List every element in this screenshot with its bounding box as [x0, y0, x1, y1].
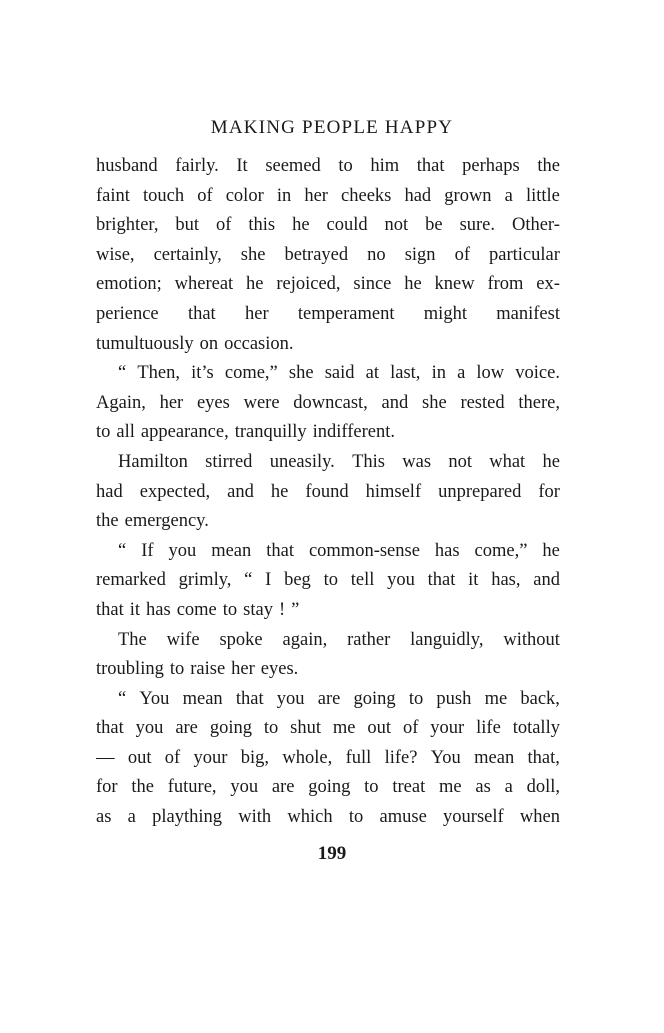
word: you: [276, 688, 305, 709]
word: he: [404, 274, 422, 295]
word: spoke: [219, 629, 263, 650]
word: the: [96, 511, 119, 532]
word: her: [231, 659, 255, 680]
word: expected,: [139, 481, 211, 502]
word: found: [305, 481, 349, 502]
text-line: [96, 182, 560, 212]
word: “: [118, 540, 127, 561]
word: as: [475, 777, 491, 798]
word: when: [519, 807, 560, 828]
word: color: [225, 185, 264, 206]
word: of: [454, 244, 470, 265]
text-line: [96, 803, 560, 833]
word: If: [141, 540, 154, 561]
word: whole,: [282, 747, 333, 768]
word: shut: [290, 718, 321, 739]
word: low: [476, 363, 505, 384]
word: what: [489, 451, 526, 472]
word: me: [332, 718, 356, 739]
word: your: [193, 747, 228, 768]
word: You: [139, 688, 170, 709]
word: life: [476, 718, 501, 739]
word: are: [317, 688, 341, 709]
word: doll,: [526, 777, 560, 798]
word: this: [248, 215, 276, 236]
word: push: [436, 688, 472, 709]
text-line: [96, 626, 560, 656]
word: had: [96, 481, 123, 502]
word: that: [96, 599, 124, 620]
word: was: [402, 451, 432, 472]
body-text: [96, 152, 560, 833]
word: faint: [96, 185, 130, 206]
text-line: [96, 241, 560, 271]
word: future,: [167, 777, 217, 798]
word: again,: [282, 629, 328, 650]
word: fairly.: [175, 156, 219, 176]
word: that,: [527, 747, 560, 768]
word: sure.: [459, 215, 496, 236]
word: out: [127, 747, 152, 768]
word: of: [216, 215, 232, 236]
word: that: [235, 688, 264, 709]
word: —: [96, 747, 115, 768]
word: in: [276, 185, 292, 206]
word: !: [278, 599, 286, 620]
word: back,: [520, 688, 560, 709]
word: rested: [460, 392, 505, 413]
word: it’s: [191, 363, 214, 384]
word: are: [175, 718, 198, 739]
word: I: [265, 570, 272, 591]
word: she: [288, 363, 314, 384]
word: sign: [404, 244, 436, 265]
text-line: [96, 448, 560, 478]
text-line: [96, 773, 560, 803]
word: her: [245, 303, 269, 324]
word: a: [504, 777, 513, 798]
word: wise,: [96, 244, 135, 265]
text-line: [96, 330, 560, 360]
word: “: [118, 688, 127, 709]
word: wife: [166, 629, 200, 650]
word: since: [353, 274, 392, 295]
word: come,”: [224, 363, 278, 384]
word: going: [209, 718, 252, 739]
word: Again,: [96, 392, 146, 413]
word: said: [324, 363, 355, 384]
word: stay: [243, 599, 273, 620]
text-line: [96, 566, 560, 596]
word: for: [96, 777, 118, 798]
word: touch: [143, 185, 185, 206]
word: that: [427, 570, 456, 591]
word: the: [131, 777, 154, 798]
word: Hamilton: [118, 451, 188, 472]
word: to: [96, 422, 111, 443]
word: he: [542, 451, 560, 472]
word: has,: [491, 570, 521, 591]
word: all: [116, 422, 135, 443]
word: rejoiced,: [276, 274, 341, 295]
word: uneasily.: [269, 451, 335, 472]
word: voice.: [515, 363, 560, 384]
word: cheeks: [341, 185, 392, 206]
text-line: [96, 685, 560, 715]
word: to: [169, 659, 185, 680]
word: little: [525, 185, 560, 206]
word: she: [240, 244, 266, 265]
word: for: [538, 481, 560, 502]
word: without: [503, 629, 560, 650]
word: Then,: [137, 363, 180, 384]
word: the: [537, 156, 560, 176]
word: and: [381, 392, 409, 413]
word: totally: [512, 718, 560, 739]
word: as: [96, 807, 112, 828]
word: emotion;: [96, 274, 162, 295]
word: has: [434, 540, 460, 561]
word: mean: [182, 688, 223, 709]
word: and: [227, 481, 254, 502]
text-line: [96, 596, 560, 626]
word: a: [457, 363, 466, 384]
word: The: [118, 629, 147, 650]
text-line: [96, 152, 560, 182]
word: he: [292, 215, 310, 236]
word: seemed: [265, 156, 321, 176]
word: raise: [190, 659, 226, 680]
word: It: [236, 156, 248, 176]
word: of: [164, 747, 181, 768]
word: manifest: [496, 303, 560, 324]
page-number: 199: [317, 843, 347, 864]
word: might: [423, 303, 467, 324]
word: downcast,: [293, 392, 368, 413]
word: to: [408, 688, 424, 709]
word: stirred: [205, 451, 253, 472]
word: remarked: [96, 570, 166, 591]
text-line: [96, 389, 560, 419]
word: not: [384, 215, 409, 236]
word: you: [230, 777, 259, 798]
word: which: [287, 807, 333, 828]
word: full: [345, 747, 372, 768]
text-line: [96, 300, 560, 330]
word: Other-: [511, 215, 560, 236]
word: brighter,: [96, 215, 159, 236]
word: ex-: [536, 274, 560, 295]
word: rather: [347, 629, 391, 650]
word: certainly,: [153, 244, 222, 265]
word: me: [484, 688, 508, 709]
word: me: [439, 777, 462, 798]
word: not: [448, 451, 472, 472]
word: big,: [240, 747, 270, 768]
text-line: [96, 744, 560, 774]
word: to: [364, 777, 379, 798]
word: amuse: [379, 807, 427, 828]
word: could: [326, 215, 368, 236]
word: she: [422, 392, 447, 413]
word: to: [323, 570, 338, 591]
word: tell: [350, 570, 375, 591]
text-line: [96, 655, 560, 685]
word: eyes: [196, 392, 230, 413]
word: perhaps: [462, 156, 520, 176]
word: “: [118, 363, 127, 384]
word: mean: [474, 747, 515, 768]
word: appearance,: [140, 422, 229, 443]
word: “: [244, 570, 253, 591]
word: he: [542, 540, 560, 561]
word: but: [175, 215, 200, 236]
word: you: [387, 570, 415, 591]
text-line: [96, 359, 560, 389]
word: unprepared: [438, 481, 522, 502]
word: of: [402, 718, 419, 739]
word: grown: [444, 185, 492, 206]
word: common-sense: [308, 540, 420, 561]
word: languidly,: [410, 629, 484, 650]
word: you: [168, 540, 197, 561]
word: to: [338, 156, 353, 176]
word: whereat: [174, 274, 234, 295]
word: perience: [96, 303, 159, 324]
word: eyes.: [260, 659, 299, 680]
running-head: MAKING PEOPLE HAPPY: [210, 117, 454, 138]
word: going: [308, 777, 351, 798]
word: tumultuously: [96, 333, 194, 354]
word: indifferent.: [312, 422, 396, 443]
text-line: [96, 270, 560, 300]
word: no: [367, 244, 386, 265]
word: come: [176, 599, 217, 620]
word: plaything: [152, 807, 223, 828]
word: yourself: [443, 807, 504, 828]
word: are: [271, 777, 295, 798]
word: a: [127, 807, 136, 828]
word: This: [352, 451, 385, 472]
word: him: [370, 156, 400, 176]
word: be: [425, 215, 443, 236]
word: to: [222, 599, 238, 620]
text-line: [96, 507, 560, 537]
word: husband: [96, 156, 158, 176]
word: that: [266, 540, 294, 561]
word: troubling: [96, 659, 164, 680]
word: you: [135, 718, 164, 739]
word: treat: [392, 777, 426, 798]
word: has: [146, 599, 171, 620]
word: temperament: [297, 303, 395, 324]
word: he: [270, 481, 289, 502]
word: emergency.: [124, 511, 209, 532]
text-line: [96, 478, 560, 508]
word: that: [96, 718, 124, 739]
word: from: [487, 274, 524, 295]
word: a: [504, 185, 513, 206]
word: of: [197, 185, 213, 206]
word: grimly,: [178, 570, 232, 591]
word: knew: [434, 274, 475, 295]
word: ”: [291, 599, 300, 620]
word: to: [348, 807, 364, 828]
text-line: [96, 418, 560, 448]
word: out: [367, 718, 392, 739]
word: life?: [384, 747, 418, 768]
word: occasion.: [224, 333, 294, 354]
word: it: [468, 570, 479, 591]
word: he: [246, 274, 264, 295]
word: in: [431, 363, 446, 384]
word: it: [129, 599, 141, 620]
word: with: [238, 807, 272, 828]
word: that: [416, 156, 445, 176]
word: particular: [489, 244, 560, 265]
word: last,: [390, 363, 421, 384]
word: there,: [518, 392, 560, 413]
word: her: [159, 392, 184, 413]
word: her: [304, 185, 328, 206]
word: to: [263, 718, 279, 739]
word: beg: [284, 570, 311, 591]
word: on: [199, 333, 219, 354]
word: that: [187, 303, 216, 324]
text-line: [96, 537, 560, 567]
word: your: [430, 718, 465, 739]
word: You: [430, 747, 461, 768]
text-line: [96, 714, 560, 744]
word: mean: [211, 540, 252, 561]
word: himself: [365, 481, 422, 502]
word: were: [243, 392, 280, 413]
word: had: [404, 185, 432, 206]
word: going: [353, 688, 396, 709]
word: betrayed: [284, 244, 349, 265]
word: and: [533, 570, 560, 591]
word: at: [365, 363, 379, 384]
text-line: [96, 211, 560, 241]
word: come,”: [474, 540, 528, 561]
word: tranquilly: [234, 422, 307, 443]
